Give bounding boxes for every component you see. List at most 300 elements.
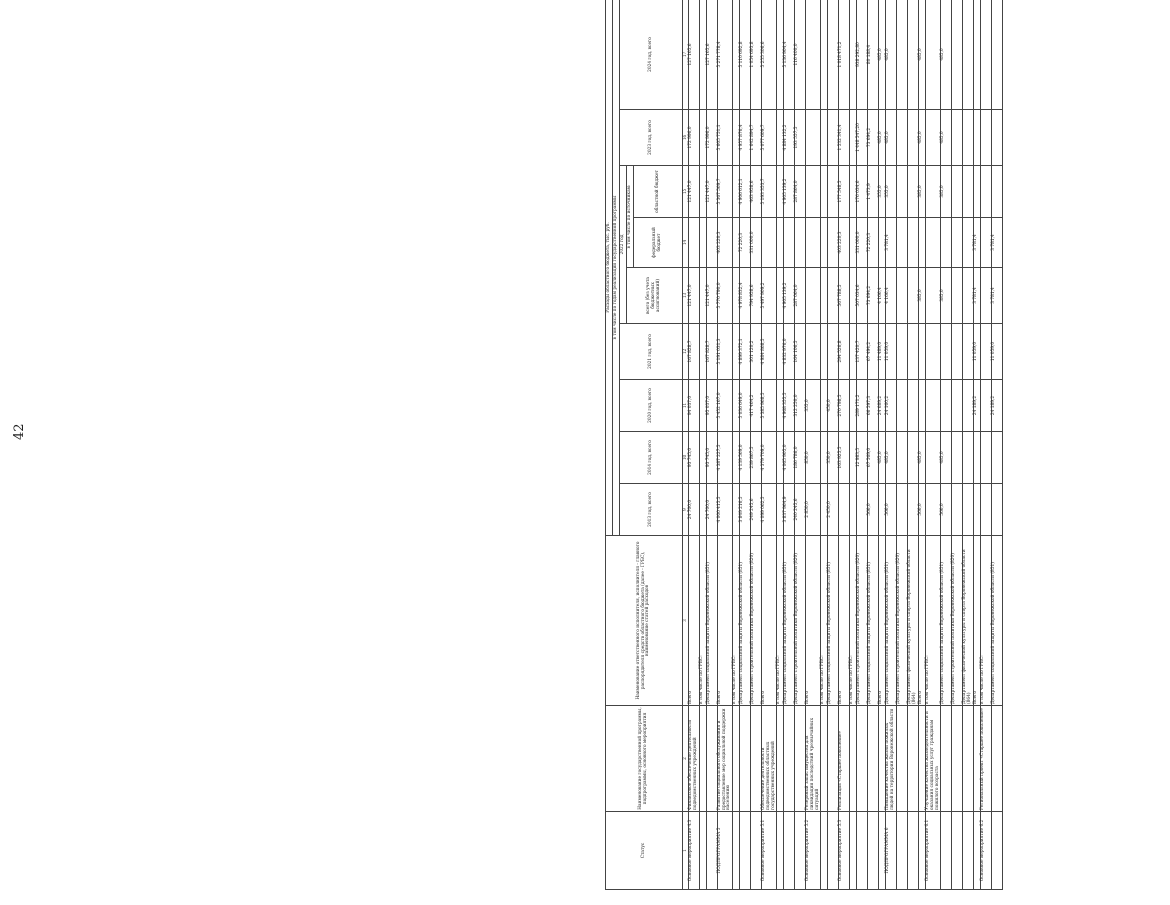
value-cell	[981, 218, 992, 268]
value-cell: 270 798,5	[839, 380, 850, 432]
value-cell: 240 245,6	[795, 484, 806, 536]
value-cell: 1 532 341,4	[839, 110, 850, 166]
value-cell: 301 120,2	[751, 324, 762, 380]
value-cell: 485,0	[941, 110, 952, 166]
value-cell	[689, 218, 700, 268]
value-cell: 5 385 968,5	[762, 380, 777, 432]
executor-cell: Департамент социальной защиты Воронежской области (851)	[784, 536, 795, 706]
value-cell: 385,0	[919, 268, 926, 324]
header-regional: областной бюджет	[634, 166, 683, 218]
table-row	[857, 0, 868, 890]
header-federal: федеральный бюджет	[634, 218, 683, 268]
executor-cell: Департамент строительной политики Воронежской области (820)	[857, 536, 868, 706]
status-cell	[992, 812, 1003, 890]
value-cell	[762, 218, 777, 268]
value-cell	[821, 268, 828, 324]
executor-cell: в том числе по ГРБС:	[821, 536, 828, 706]
executor-cell: в том числе по ГРБС:	[700, 536, 707, 706]
status-cell	[740, 812, 751, 890]
value-cell: 385,0	[919, 166, 926, 218]
value-cell	[828, 324, 839, 380]
status-cell	[828, 812, 839, 890]
page-number: 42	[12, 423, 27, 440]
program-name-cell	[857, 706, 868, 812]
value-cell	[897, 166, 908, 218]
executor-cell: в том числе по ГРБС:	[850, 536, 857, 706]
value-cell	[908, 380, 919, 432]
program-name-cell	[828, 706, 839, 812]
value-cell: 403 220,3	[839, 218, 850, 268]
value-cell: 4 139 569,0	[740, 432, 751, 484]
rotated-table-container	[605, 0, 1170, 890]
value-cell: 5 077 609,7	[762, 110, 777, 166]
program-name-cell	[908, 706, 919, 812]
value-cell: 3 781,4	[974, 218, 981, 268]
value-cell	[897, 432, 908, 484]
value-cell: 485,0	[919, 432, 926, 484]
status-cell	[963, 812, 974, 890]
executor-cell: Всего	[762, 536, 777, 706]
value-cell: 485,0	[879, 110, 886, 166]
value-cell: 4 957 876,4	[740, 110, 751, 166]
program-name-cell	[868, 706, 879, 812]
value-cell: 5 452 167,0	[718, 380, 733, 432]
executor-cell: Всего	[839, 536, 850, 706]
status-cell	[733, 812, 740, 890]
value-cell	[908, 324, 919, 380]
value-cell	[981, 380, 992, 432]
value-cell	[806, 324, 821, 380]
value-cell: 66 597,3	[868, 380, 879, 432]
value-cell: 4 984 868,5	[762, 324, 777, 380]
value-cell	[992, 484, 1003, 536]
header-status: Статус	[606, 812, 683, 890]
value-cell	[941, 324, 952, 380]
header-executor: Наименование ответственного исполнителя, исполнителя - главного распорядителя средств областного бюджета (далее - ГРБС), наименование статей расходов	[606, 536, 683, 706]
value-cell	[897, 380, 908, 432]
value-cell: 72 220,3	[868, 218, 879, 268]
program-name-cell	[733, 706, 740, 812]
value-cell: 287 864,0	[795, 166, 806, 218]
value-cell: 177 548,5	[839, 166, 850, 218]
value-cell	[926, 166, 941, 218]
value-cell	[919, 218, 926, 268]
value-cell: 163 925,5	[839, 432, 850, 484]
value-cell: 24 160,2	[886, 380, 897, 432]
value-cell: 67 494,2	[868, 324, 879, 380]
value-cell: 385,0	[941, 166, 952, 218]
value-cell	[952, 432, 963, 484]
value-cell: 164 106,5	[795, 324, 806, 380]
value-cell	[897, 218, 908, 268]
value-cell: 355,0	[806, 380, 821, 432]
executor-cell: Департамент строительной политики Воронежской области (820)	[952, 536, 963, 706]
header-2020: 2020 год, всего	[620, 380, 683, 432]
status-cell: Основное мероприятие 5.3	[839, 812, 850, 890]
value-cell	[857, 484, 868, 536]
value-cell: 312 250,0	[795, 380, 806, 432]
column-index: 3	[683, 536, 689, 706]
value-cell	[828, 0, 839, 110]
value-cell: 5 770 790,0	[718, 268, 733, 324]
value-cell: 127 165,6	[707, 0, 718, 110]
value-cell: 4 968 355,5	[784, 380, 795, 432]
value-cell: 485,0	[879, 0, 886, 110]
header-2021: 2021 год, всего	[620, 324, 683, 380]
executor-cell: Всего	[879, 536, 886, 706]
value-cell	[941, 380, 952, 432]
executor-cell: Департамент социальной защиты Воронежской области (851)	[740, 536, 751, 706]
value-cell: 4 000 415,5	[718, 484, 733, 536]
value-cell	[897, 484, 908, 536]
program-name-cell	[941, 706, 952, 812]
header-program-name: Наименование государственной программы, подпрограммы, основного мероприятия	[606, 706, 683, 812]
value-cell: 121 447,0	[689, 166, 700, 218]
value-cell: 11 059,0	[992, 324, 1003, 380]
value-cell	[992, 432, 1003, 484]
value-cell: 11 489,0	[879, 324, 886, 380]
value-cell	[941, 218, 952, 268]
value-cell	[963, 268, 974, 324]
value-cell	[707, 218, 718, 268]
status-cell	[784, 812, 795, 890]
value-cell: 1 642 894,7	[751, 110, 762, 166]
table-row	[992, 0, 1003, 890]
program-name-cell: Региональный проект «Старшее поколение»	[981, 706, 992, 812]
column-index: 15	[683, 166, 689, 218]
value-cell: 331 000,0	[857, 218, 868, 268]
status-cell: Основное мероприятие 5.1	[762, 812, 777, 890]
executor-cell: Департамент строительной политики Воронежской области (820)	[897, 536, 908, 706]
table-row	[689, 0, 700, 890]
value-cell: 80 188,4	[868, 0, 879, 110]
value-cell: 116 400,0	[795, 0, 806, 110]
status-cell: Основное мероприятие 5.2	[806, 812, 821, 890]
status-cell	[941, 812, 952, 890]
executor-cell: в том числе по ГРБС:	[777, 536, 784, 706]
value-cell: 121 447,0	[707, 166, 718, 218]
executor-cell: Всего	[689, 536, 700, 706]
value-cell	[908, 218, 919, 268]
value-cell: 5 271 778,4	[718, 0, 733, 110]
value-cell	[795, 218, 806, 268]
header-2022-total: всего (без учета бюджетных ассигнований)	[627, 268, 683, 324]
column-index: 12	[683, 324, 689, 380]
value-cell: 127 165,6	[689, 0, 700, 110]
column-index: 16	[683, 110, 689, 166]
table-row	[806, 0, 821, 890]
value-cell: 485,0	[886, 432, 897, 484]
status-cell: Основное мероприятие 6.1	[926, 812, 941, 890]
value-cell	[952, 218, 963, 268]
value-cell	[908, 268, 919, 324]
table-row	[707, 0, 718, 890]
value-cell	[981, 0, 992, 110]
program-name-cell	[952, 706, 963, 812]
value-cell: 3 781,4	[974, 268, 981, 324]
value-cell: 5 605 751,1	[718, 110, 733, 166]
executor-cell: Всего	[919, 536, 926, 706]
program-name-cell: Финансовое обеспечение деятельности подведомственных учреждений	[689, 706, 700, 812]
header-expenses: Расходы областного бюджета, тыс. руб.	[606, 0, 613, 536]
value-cell	[908, 110, 919, 166]
value-cell: 12 983,5	[857, 432, 868, 484]
status-cell: Основное мероприятие 4.3	[689, 812, 700, 890]
program-name-cell: Развитие социального обслуживания и предоставление мер социальной поддержки населению	[718, 706, 733, 812]
executor-cell: в том числе по ГРБС:	[926, 536, 941, 706]
column-index: 14	[683, 218, 689, 268]
table-row	[941, 0, 952, 890]
column-index: 2	[683, 706, 689, 812]
program-name-cell	[850, 706, 857, 812]
column-index: 11	[683, 380, 689, 432]
header-sources: в том числе по источникам:	[627, 166, 634, 268]
status-cell: ПОДПРОГРАММА 6	[886, 812, 897, 890]
value-cell	[952, 268, 963, 324]
table-row	[718, 0, 733, 890]
value-cell: 24 700,0	[689, 484, 700, 536]
value-cell: 172 996,0	[707, 110, 718, 166]
value-cell	[908, 166, 919, 218]
value-cell	[992, 166, 1003, 218]
value-cell: 137 420,7	[857, 324, 868, 380]
program-name-cell	[821, 706, 828, 812]
value-cell	[821, 0, 828, 110]
value-cell: 24 189,2	[992, 380, 1003, 432]
value-cell	[784, 218, 795, 268]
value-cell: 417 464,2	[751, 380, 762, 432]
value-cell: 485,0	[886, 0, 897, 110]
value-cell: 172 996,0	[689, 110, 700, 166]
status-cell	[795, 812, 806, 890]
value-cell	[926, 432, 941, 484]
value-cell: 4 166,4	[886, 268, 897, 324]
value-cell: 567 788,5	[839, 268, 850, 324]
value-cell: 24 689,2	[879, 380, 886, 432]
executor-cell: Всего	[974, 536, 981, 706]
value-cell: 850,0	[806, 432, 821, 484]
value-cell	[919, 324, 926, 380]
value-cell: 4 387 227,5	[718, 432, 733, 484]
status-cell	[857, 812, 868, 890]
header-2023: 2023 год, всего	[620, 110, 683, 166]
table-row	[926, 0, 941, 890]
executor-cell: Департамент строительной политики Воронежской области (820)	[751, 536, 762, 706]
value-cell	[952, 0, 963, 110]
value-cell	[821, 218, 828, 268]
value-cell	[981, 110, 992, 166]
table-row	[981, 0, 992, 890]
value-cell: 403 220,3	[718, 218, 733, 268]
status-cell	[952, 812, 963, 890]
status-cell	[850, 812, 857, 890]
status-cell	[700, 812, 707, 890]
status-cell	[707, 812, 718, 890]
table-row	[839, 0, 850, 890]
value-cell: 5 367 569,7	[718, 166, 733, 218]
value-cell	[963, 166, 974, 218]
table-row	[762, 0, 777, 890]
value-cell: 73 694,2	[868, 268, 879, 324]
value-cell	[981, 268, 992, 324]
value-cell: 2 450,0	[828, 484, 839, 536]
value-cell: 485,0	[886, 110, 897, 166]
value-cell	[963, 0, 974, 110]
value-cell: 5 193 353,7	[762, 166, 777, 218]
table-row	[963, 0, 974, 890]
value-cell	[700, 218, 707, 268]
value-cell: 350,0	[828, 432, 839, 484]
budget-table	[605, 0, 1003, 890]
value-cell: 485,0	[919, 110, 926, 166]
header-2022: 2022 год	[620, 166, 627, 324]
value-cell	[897, 0, 908, 110]
value-cell	[806, 268, 821, 324]
value-cell: 5 136 904,4	[784, 0, 795, 110]
value-cell	[974, 0, 981, 110]
value-cell: 4 884 132,2	[784, 110, 795, 166]
value-cell: 1 448 547,20	[857, 110, 868, 166]
value-cell	[850, 484, 857, 536]
column-index: 1	[683, 812, 689, 890]
value-cell	[828, 110, 839, 166]
program-name-cell	[897, 706, 908, 812]
value-cell	[908, 432, 919, 484]
value-cell	[926, 268, 941, 324]
value-cell: 566,0	[941, 484, 952, 536]
value-cell: 93 745,0	[689, 432, 700, 484]
value-cell	[926, 324, 941, 380]
value-cell	[926, 218, 941, 268]
value-cell	[926, 0, 941, 110]
table-row	[740, 0, 751, 890]
value-cell	[963, 432, 974, 484]
value-cell: 1 473,9	[868, 166, 879, 218]
value-cell	[974, 484, 981, 536]
value-cell	[963, 484, 974, 536]
value-cell: 4 905 139,2	[784, 166, 795, 218]
value-cell: 5 191 031,3	[718, 324, 733, 380]
value-cell	[777, 218, 784, 268]
header-2024: 2024 год, всего	[620, 0, 683, 110]
value-cell: 566,0	[868, 484, 879, 536]
value-cell: 121 447,0	[707, 268, 718, 324]
value-cell	[963, 380, 974, 432]
program-name-cell	[784, 706, 795, 812]
program-name-cell: Реализация «Старшее поколение»	[839, 706, 850, 812]
status-cell	[821, 812, 828, 890]
value-cell: 331 000,0	[751, 218, 762, 268]
executor-cell: Департамент социальной защиты Воронежской области (851)	[886, 536, 897, 706]
header-2013: 2013 год, всего	[620, 484, 683, 536]
value-cell: 566,0	[886, 484, 897, 536]
value-cell: 4 099 062,5	[762, 484, 777, 536]
value-cell: 287 064,0	[795, 268, 806, 324]
table-row	[908, 0, 919, 890]
value-cell: 294 526,8	[839, 324, 850, 380]
value-cell	[974, 110, 981, 166]
value-cell	[806, 110, 821, 166]
executor-cell: Департамент социальной защиты Воронежской области (851)	[992, 536, 1003, 706]
value-cell: 3 837 964,9	[784, 484, 795, 536]
value-cell	[952, 110, 963, 166]
value-cell: 450,0	[828, 380, 839, 432]
value-cell: 566,0	[919, 484, 926, 536]
value-cell	[806, 0, 821, 110]
value-cell: 176 034,6	[857, 166, 868, 218]
value-cell	[908, 0, 919, 110]
value-cell: 239 867,5	[751, 432, 762, 484]
value-cell: 94 037,0	[689, 380, 700, 432]
table-row	[828, 0, 839, 890]
program-name-cell	[795, 706, 806, 812]
value-cell: 4 905 139,2	[784, 268, 795, 324]
value-cell	[926, 380, 941, 432]
value-cell	[926, 484, 941, 536]
value-cell: 5 255 306,6	[762, 0, 777, 110]
value-cell	[992, 110, 1003, 166]
value-cell: 794 958,6	[751, 268, 762, 324]
value-cell: 67 569,0	[868, 432, 879, 484]
program-name-cell	[740, 706, 751, 812]
value-cell: 73 694,2	[868, 110, 879, 166]
executor-cell: в том числе по ГРБС:	[981, 536, 992, 706]
value-cell	[963, 324, 974, 380]
value-cell	[897, 268, 908, 324]
value-cell: 4 379 709,0	[762, 432, 777, 484]
value-cell: 4 906 612,1	[740, 166, 751, 218]
value-cell	[919, 380, 926, 432]
executor-cell: в том числе по ГРБС:	[733, 536, 740, 706]
program-name-cell	[777, 706, 784, 812]
program-name-cell	[992, 706, 1003, 812]
status-cell: ПОДПРОГРАММА 5	[718, 812, 733, 890]
column-index: 9	[683, 484, 689, 536]
table-row	[952, 0, 963, 890]
value-cell: 167 828,7	[689, 324, 700, 380]
executor-cell: Департамент социальной защиты Воронежской области (851)	[941, 536, 952, 706]
value-cell	[963, 218, 974, 268]
table-row	[897, 0, 908, 890]
value-cell: 3 781,4	[886, 218, 897, 268]
value-cell: 507 034,6	[857, 268, 868, 324]
value-cell: 485,0	[879, 432, 886, 484]
table-row	[821, 0, 828, 890]
executor-cell: Департамент социальной защиты Воронежской области (851)	[707, 536, 718, 706]
value-cell: 463 958,6	[751, 166, 762, 218]
value-cell	[952, 484, 963, 536]
value-cell	[897, 324, 908, 380]
value-cell: 385,0	[941, 268, 952, 324]
executor-cell: Всего	[806, 536, 821, 706]
program-name-cell	[963, 706, 974, 812]
value-cell: 1 018 471,2	[839, 0, 850, 110]
value-cell	[974, 166, 981, 218]
value-cell	[974, 432, 981, 484]
executor-cell: Департамент строительной политики Воронежской области (820)	[795, 536, 806, 706]
value-cell	[981, 432, 992, 484]
value-cell: 3 849 216,5	[740, 484, 751, 536]
value-cell	[821, 110, 828, 166]
value-cell	[952, 324, 963, 380]
executor-cell: Всего	[718, 536, 733, 706]
program-name-cell: Резервный запас имущества для ликвидации последствий чрезвычайных ситуаций	[806, 706, 821, 812]
value-cell	[952, 166, 963, 218]
value-cell: 4 832 976,0	[784, 324, 795, 380]
executor-cell: Департамент социальной защиты Воронежской области (851)	[868, 536, 879, 706]
value-cell: 95 037,0	[707, 380, 718, 432]
program-name-cell	[707, 706, 718, 812]
